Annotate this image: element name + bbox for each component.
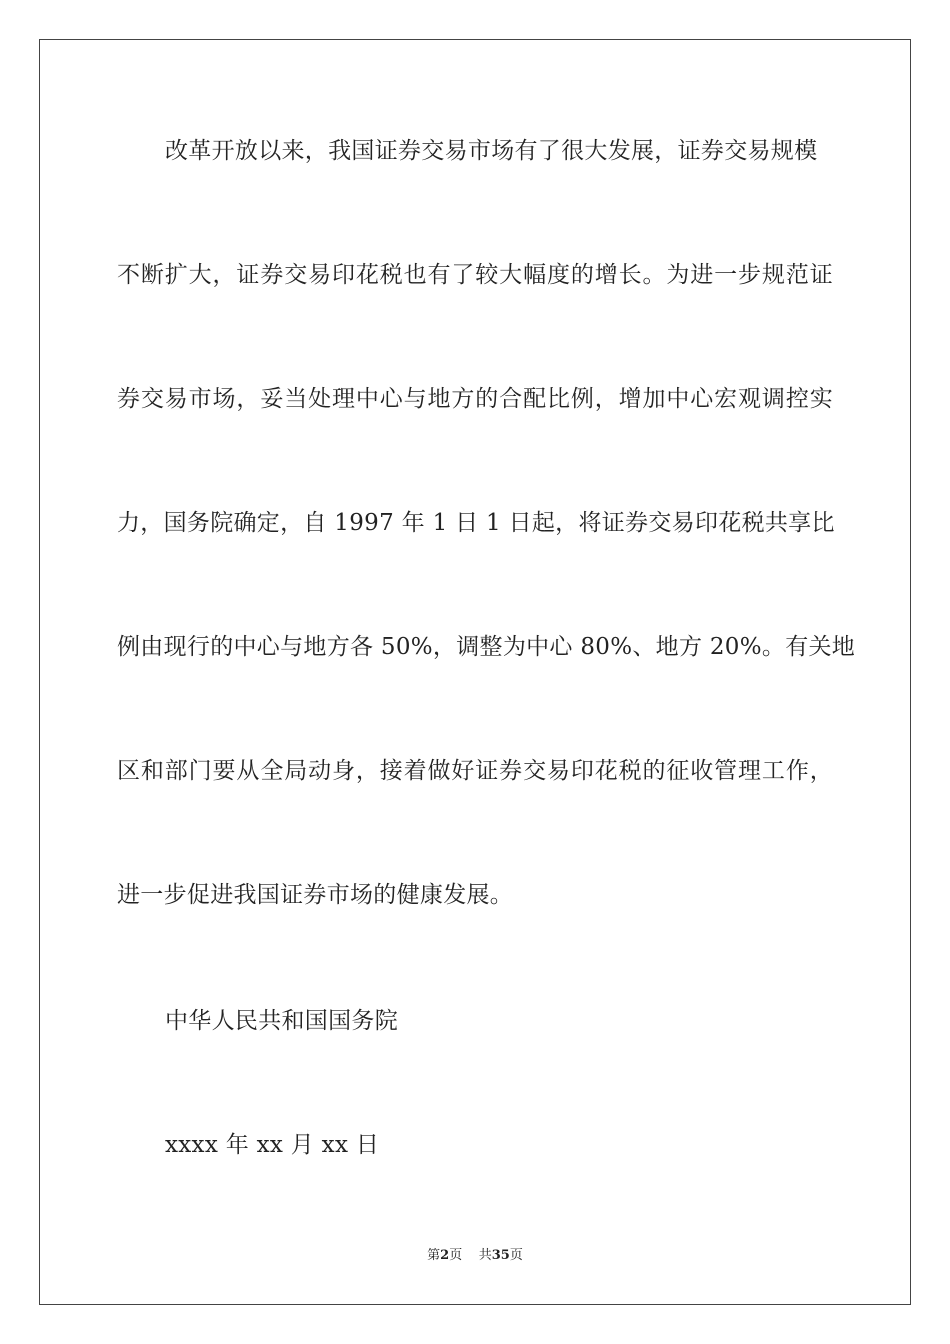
- signature: 中华人民共和国国务院: [165, 1008, 398, 1034]
- body-line-1: 改革开放以来，我国证券交易市场有了很大发展，证券交易规模: [165, 138, 818, 164]
- footer-page-number: 2: [440, 1248, 450, 1263]
- body-line-2: 不断扩大，证券交易印花税也有了较大幅度的增长。为进一步规范证: [117, 262, 833, 288]
- body-line-5: 例由现行的中心与地方各 50%，调整为中心 80%、地方 20%。有关地: [117, 634, 856, 660]
- body-line-6: 区和部门要从全局动身，接着做好证券交易印花税的征收管理工作，: [117, 758, 833, 784]
- footer-total-suffix: 页: [509, 1248, 523, 1263]
- body-line-4: 力，国务院确定，自 1997 年 1 日 1 日起，将证券交易印花税共享比: [117, 510, 835, 536]
- body-line-3: 券交易市场，妥当处理中心与地方的合配比例，增加中心宏观调控实: [117, 386, 833, 412]
- footer-page-suffix: 页: [449, 1248, 463, 1263]
- page-frame: [39, 39, 911, 1305]
- footer-total-prefix: 共: [478, 1248, 492, 1263]
- footer-page-prefix: 第: [427, 1248, 441, 1263]
- footer-total-pages: 35: [491, 1248, 510, 1263]
- page-footer: [0, 1248, 950, 1264]
- body-line-7: 进一步促进我国证券市场的健康发展。: [117, 882, 514, 908]
- document-date: xxxx 年 xx 月 xx 日: [165, 1132, 380, 1158]
